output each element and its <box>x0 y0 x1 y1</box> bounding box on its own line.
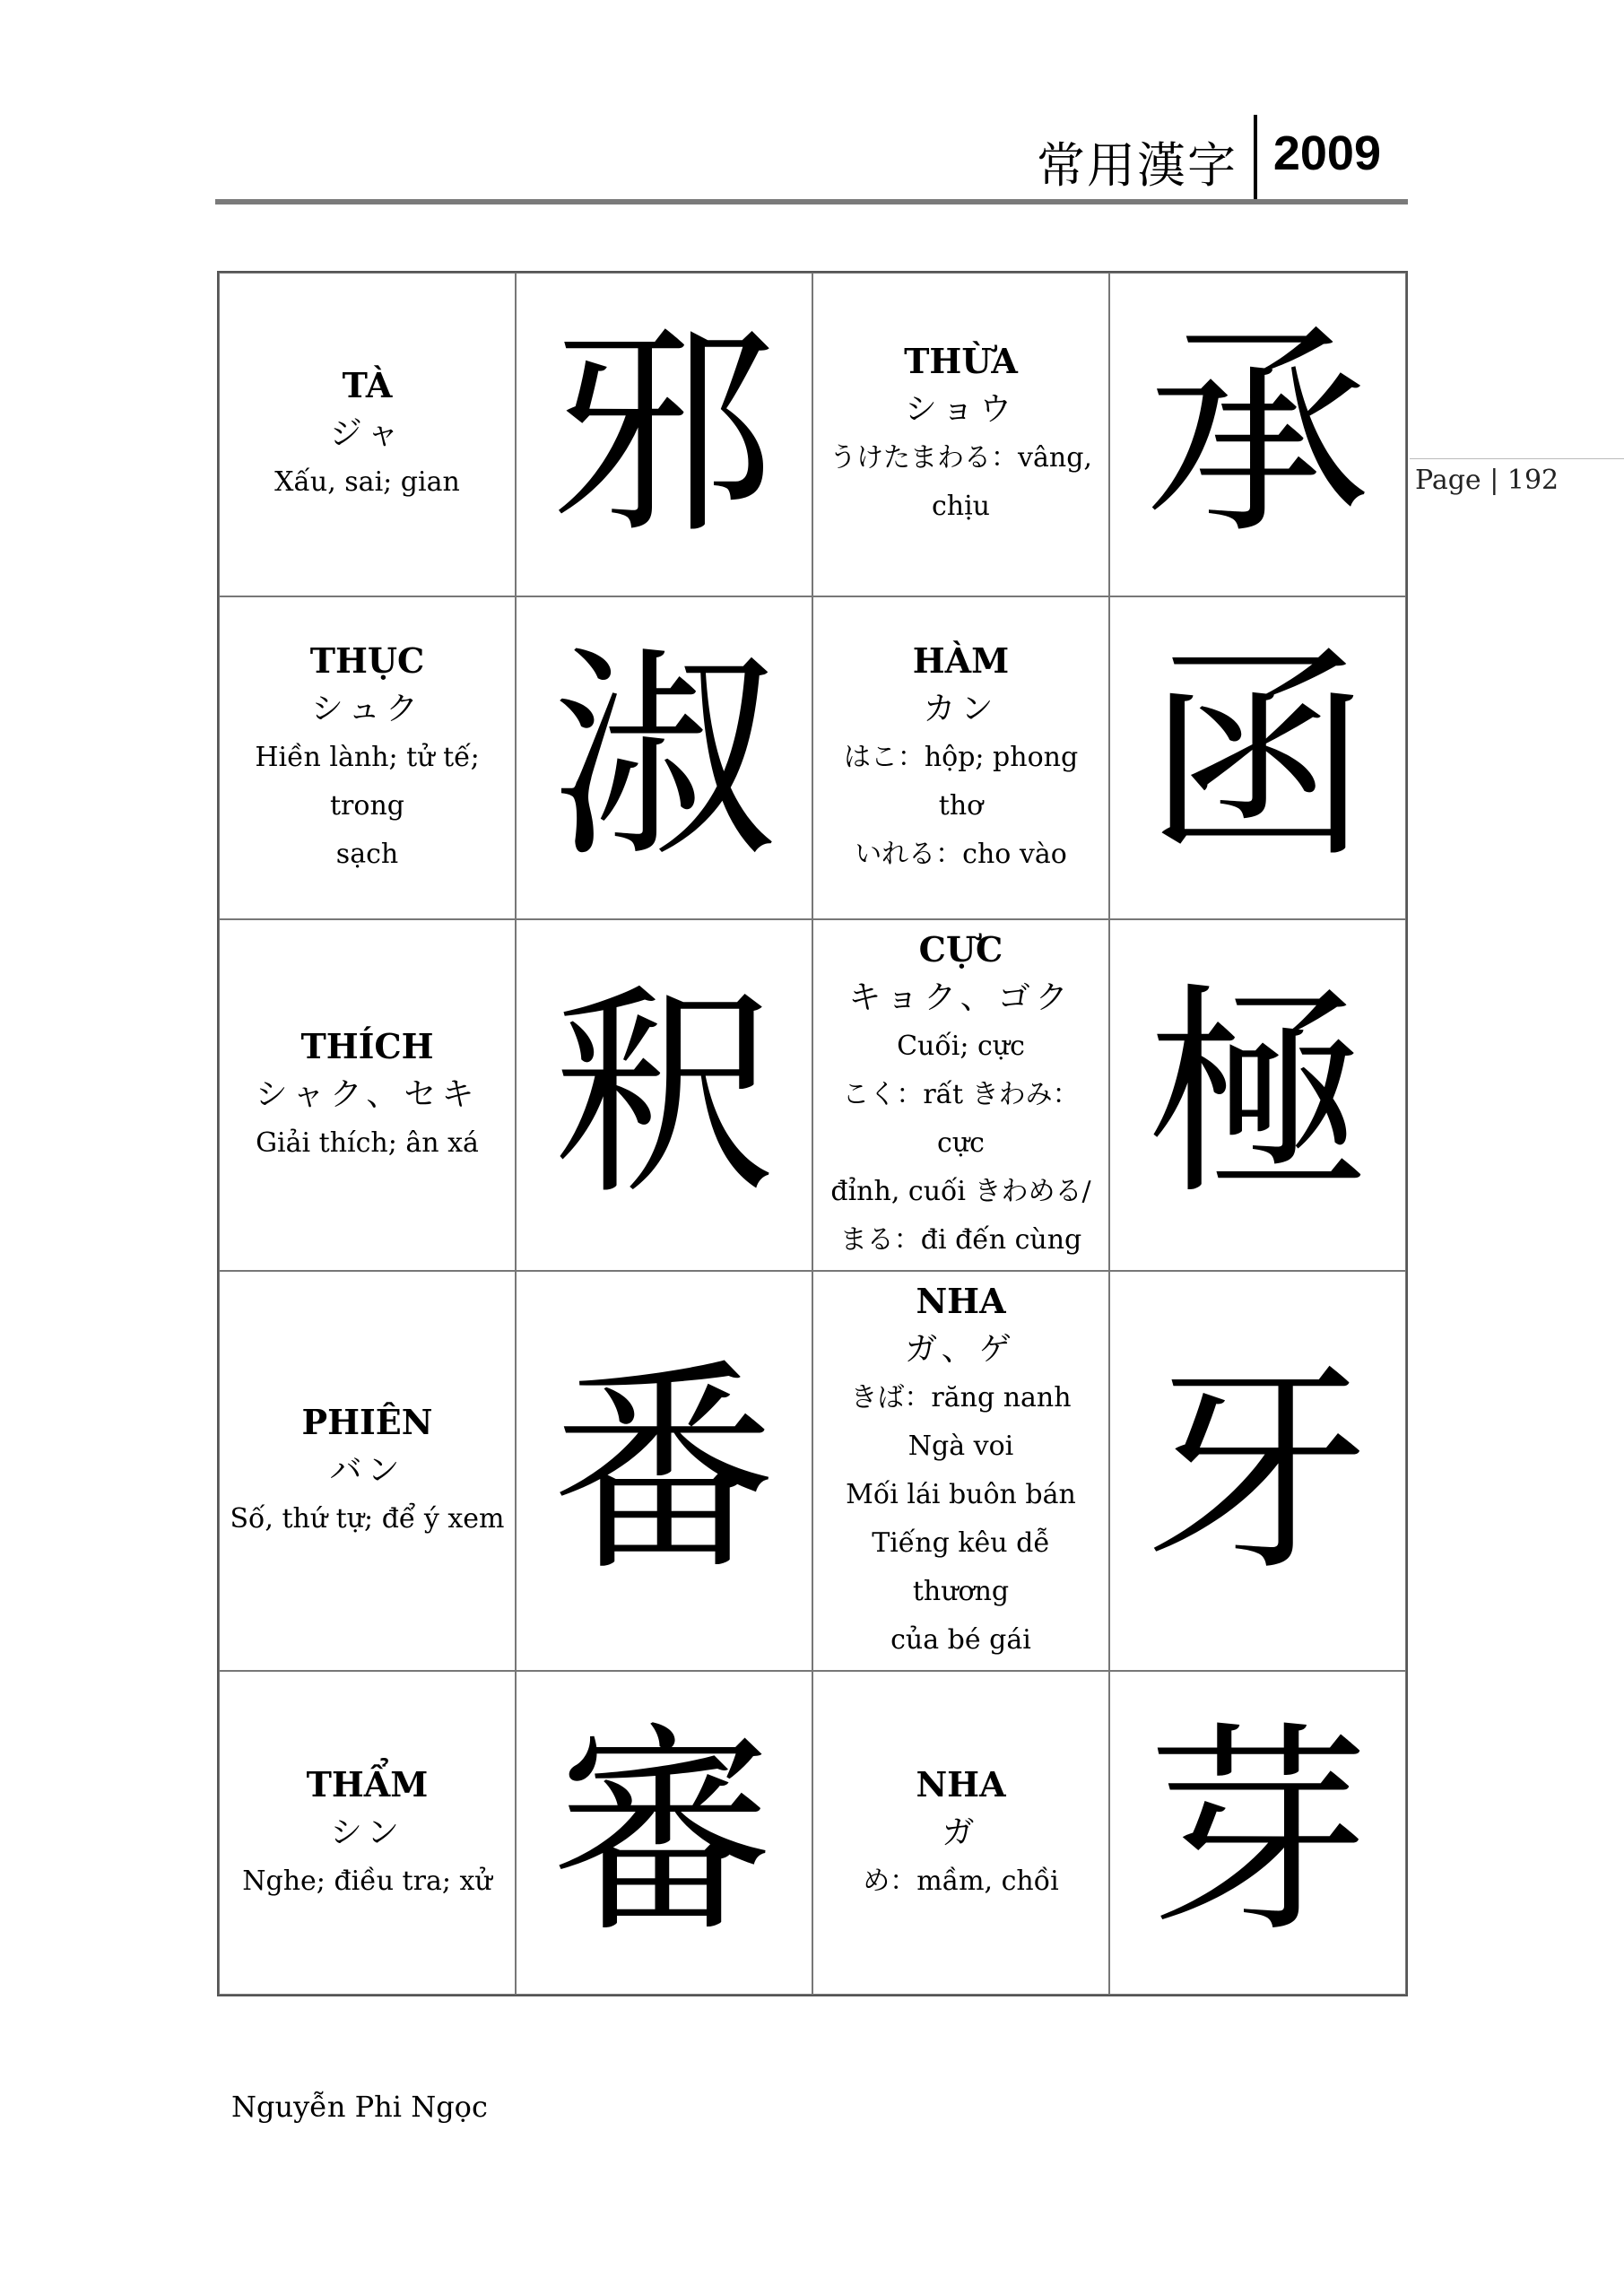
kanji-reading: HÀM <box>912 639 1010 681</box>
kanji-reading: THỤC <box>309 639 425 681</box>
kanji-info-cell <box>219 596 516 920</box>
kanji-meaning: sạch <box>335 838 399 870</box>
header-year: 2009 <box>1272 126 1381 180</box>
kanji-onyomi: ガ <box>942 1813 980 1851</box>
kanji-reading: PHIÊN <box>301 1402 433 1443</box>
kanji-info-cell <box>219 1671 516 1995</box>
kanji-info-cell <box>812 1671 1109 1995</box>
header-divider <box>1254 115 1257 201</box>
kanji-meaning: うけたまわる：vâng, <box>829 442 1092 474</box>
kanji-character: 邪 <box>551 303 777 565</box>
kanji-meaning: Nghe; điều tra; xử <box>242 1865 492 1897</box>
kanji-info-cell <box>219 919 516 1271</box>
kanji-character: 淑 <box>551 626 777 888</box>
kanji-onyomi: ショウ <box>904 391 1018 429</box>
kanji-onyomi: ジャ <box>329 415 405 453</box>
kanji-info-cell <box>812 1271 1109 1671</box>
kanji-character-cell <box>1109 919 1406 1271</box>
kanji-character-cell <box>1109 1671 1406 1995</box>
kanji-meaning: Giải thích; ân xá <box>256 1127 479 1160</box>
kanji-meaning: はこ：hộp; phong thơ <box>843 741 1079 822</box>
kanji-onyomi: シャク、セキ <box>255 1076 480 1114</box>
kanji-reading: THẨM <box>306 1763 429 1805</box>
kanji-meaning: こく：rất きわみ：cực <box>842 1079 1080 1160</box>
kanji-info-cell <box>812 273 1109 596</box>
kanji-meaning: まる：đi đến cùng <box>839 1224 1082 1257</box>
kanji-character: 牙 <box>1145 1340 1370 1602</box>
kanji-reading: NHA <box>916 1281 1006 1322</box>
kanji-meaning: của bé gái <box>890 1624 1031 1657</box>
kanji-meaning: Tiếng kêu dễ thương <box>872 1527 1050 1608</box>
kanji-meaning: め：mầm, chồi <box>863 1865 1059 1897</box>
kanji-table <box>217 271 1408 1996</box>
kanji-onyomi: ガ、ゲ <box>905 1331 1017 1369</box>
kanji-reading: NHA <box>916 1763 1006 1805</box>
kanji-onyomi: シン <box>329 1813 405 1851</box>
kanji-meaning: Xấu, sai; gian <box>274 466 460 499</box>
kanji-reading: CỰC <box>918 929 1003 970</box>
kanji-character: 函 <box>1145 626 1370 888</box>
kanji-character-cell <box>1109 1271 1406 1671</box>
kanji-reading: THÍCH <box>300 1026 434 1067</box>
kanji-onyomi: キョク、ゴク <box>848 979 1073 1017</box>
kanji-reading: TÀ <box>342 365 393 406</box>
kanji-meaning: chịu <box>931 491 991 523</box>
kanji-character: 審 <box>551 1701 777 1963</box>
kanji-character-cell <box>1109 596 1406 920</box>
kanji-character: 承 <box>1145 303 1370 565</box>
kanji-info-cell <box>219 1271 516 1671</box>
kanji-onyomi: シュク <box>310 690 424 727</box>
kanji-meaning: きば：răng nanh <box>850 1382 1072 1414</box>
kanji-character: 極 <box>1145 964 1370 1226</box>
footer-author: Nguyễn Phi Ngọc <box>231 2090 488 2124</box>
kanji-onyomi: カン <box>923 690 999 727</box>
kanji-meaning: いれる：cho vào <box>855 838 1067 870</box>
kanji-reading: THỪA <box>904 341 1018 382</box>
kanji-character-cell <box>1109 273 1406 596</box>
kanji-character-cell <box>516 919 812 1271</box>
page-header <box>215 115 1408 201</box>
kanji-info-cell <box>219 273 516 596</box>
header-title: 常用漢字 <box>1037 137 1238 194</box>
header-rule <box>215 199 1408 204</box>
kanji-meaning: đỉnh, cuối きわめる/ <box>830 1176 1091 1208</box>
kanji-meaning: Số, thứ tự; để ý xem <box>230 1503 505 1535</box>
kanji-meaning: Ngà voi <box>908 1431 1014 1463</box>
kanji-character-cell <box>516 596 812 920</box>
kanji-character-cell <box>516 273 812 596</box>
kanji-character-cell <box>516 1671 812 1995</box>
kanji-meaning: Mối lái buôn bán <box>846 1479 1076 1511</box>
kanji-onyomi: バン <box>329 1452 405 1490</box>
kanji-info-cell <box>812 596 1109 920</box>
kanji-meaning: Cuối; cực <box>897 1031 1025 1063</box>
kanji-character-cell <box>516 1271 812 1671</box>
kanji-character: 番 <box>551 1340 777 1602</box>
kanji-character: 釈 <box>551 964 777 1226</box>
kanji-character: 芽 <box>1145 1701 1370 1963</box>
kanji-info-cell <box>812 919 1109 1271</box>
page-number-rule <box>1410 458 1624 459</box>
kanji-meaning: Hiền lành; tử tế; trong <box>255 741 480 822</box>
page-number: Page | 192 <box>1415 465 1559 496</box>
